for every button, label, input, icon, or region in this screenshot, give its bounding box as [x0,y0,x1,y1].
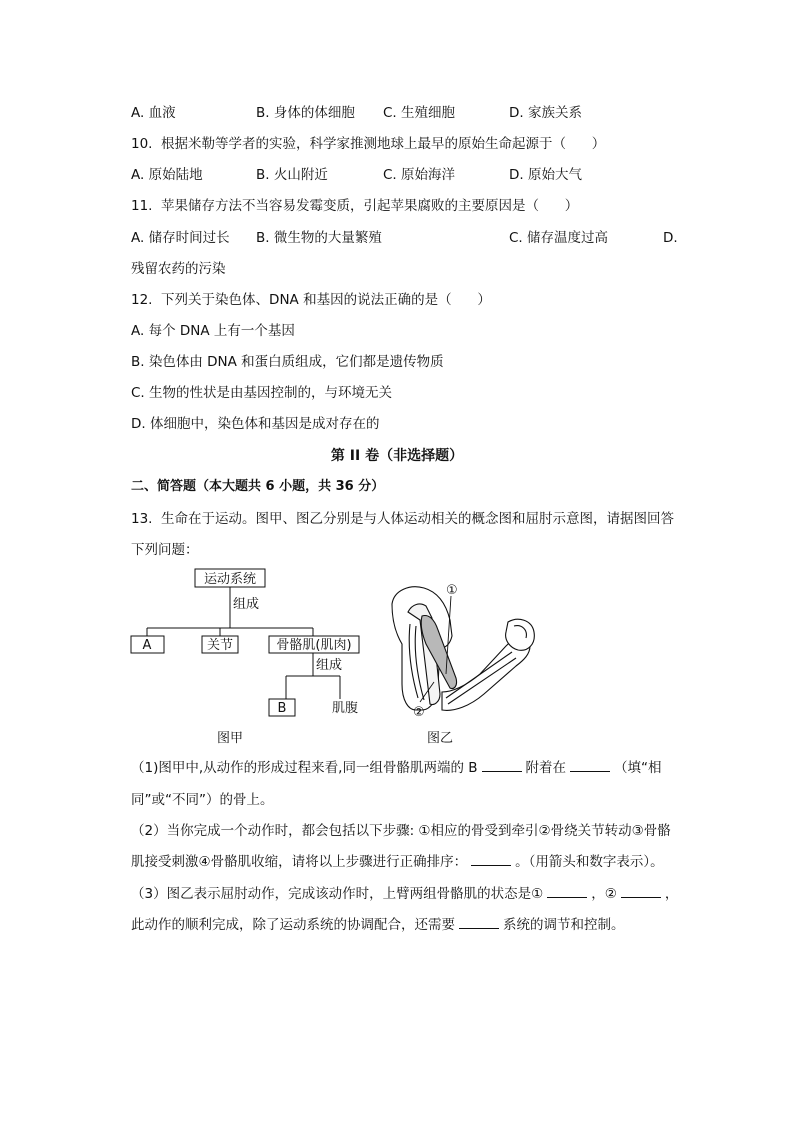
q11-option-a: A. 储存时间过长 [131,230,230,246]
figure-a-rel1: 组成 [233,597,260,612]
q11-stem: 11. 苹果储存方法不当容易发霉变质，引起苹果腐败的主要原因是（ ） [131,198,579,214]
figure-a-rel2: 组成 [316,658,343,673]
q13-sub3-text-e: 系统的调节和控制。 [503,917,625,933]
q11-option-d-text: 残留农药的污染 [131,261,226,277]
q13-sub3-text-b: ，② [591,886,617,902]
answer-blank-1[interactable] [482,759,522,772]
figure-a-root: 运动系统 [203,572,257,587]
q10-option-a: A. 原始陆地 [131,167,203,183]
figure-a-concept-map [126,566,366,746]
answer-blank-5[interactable] [621,885,661,898]
figure-a-child-muscle: 骨骼肌(肌肉) [276,638,352,653]
q13-sub1-text-c: （填“相 [614,760,662,776]
q11-option-d: D. [663,230,678,246]
figure-b-label-1: ① [446,583,458,598]
q10-stem: 10. 根据米勒等学者的实验，科学家推测地球上最早的原始生命起源于（ ） [131,136,606,152]
q13-sub3-line2 [131,915,625,935]
q13-stem-line2: 下列问题： [131,542,199,558]
q13-sub2-text-b: 肌接受刺激④骨骼肌收缩，请将以上步骤进行正确排序： [131,854,468,870]
q13-sub3-line1 [131,884,678,904]
q13-stem-line1: 13. 生命在于运动。图甲、图乙分别是与人体运动相关的概念图和屈肘示意图，请据图回答 [131,511,675,527]
figure-a-child-a: A [142,638,152,653]
q13-sub2-line2 [131,852,664,872]
figure-b-elbow-diagram [380,574,540,746]
q13-sub3-text-d: 此动作的顺利完成，除了运动系统的协调配合，还需要 [131,917,455,933]
q13-sub3-text-c: ， [664,886,679,902]
q11-option-b: B. 微生物的大量繁殖 [256,230,382,246]
figure-b-label-2: ② [413,705,425,720]
answer-blank-4[interactable] [547,885,587,898]
q10-option-b: B. 火山附近 [256,167,328,183]
hand-outline [506,619,535,650]
answer-blank-6[interactable] [459,916,499,929]
q9-option-c: C. 生殖细胞 [383,105,456,121]
q12-stem: 12. 下列关于染色体、DNA 和基因的说法正确的是（ ） [131,292,491,308]
q9-option-b: B. 身体的体细胞 [256,105,355,121]
q10-option-d: D. 原始大气 [509,167,582,183]
q13-sub1-line1 [131,758,662,778]
q12-option-c: C. 生物的性状是由基因控制的，与环境无关 [131,385,393,401]
q13-sub3-text-a: （3）图乙表示屈肘动作，完成该动作时，上臂两组骨骼肌的状态是① [131,886,544,902]
q11-option-c: C. 储存温度过高 [509,230,609,246]
q13-sub1-line2: 同”或“不同”）的骨上。 [131,792,274,808]
figure-a-child-belly: 肌腹 [332,701,359,716]
q12-option-d: D. 体细胞中，染色体和基因是成对存在的 [131,416,380,432]
q13-sub2-text-c: 。（用箭头和数字表示）。 [515,854,664,870]
figure-a-caption: 图甲 [216,731,244,746]
q12-option-a: A. 每个 DNA 上有一个基因 [131,323,295,339]
figure-b-caption: 图乙 [426,731,454,746]
q13-sub1-text-a: （1)图甲中,从动作的形成过程来看,同一组骨骼肌两端的 B [131,760,478,776]
answer-blank-3[interactable] [471,853,511,866]
q13-sub1-text-b: 附着在 [525,760,566,776]
figure-a-child-b: B [277,701,287,716]
q9-option-a: A. 血液 [131,105,176,121]
answer-blank-2[interactable] [570,759,610,772]
section-heading: 二、简答题（本大题共 6 小题，共 36 分） [131,479,385,494]
q9-option-d: D. 家族关系 [509,105,582,121]
section-title: 第 II 卷（非选择题） [330,448,464,464]
q12-option-b: B. 染色体由 DNA 和蛋白质组成，它们都是遗传物质 [131,354,444,370]
figure-a-child-joint: 关节 [206,638,234,653]
q13-sub2-line1: （2）当你完成一个动作时，都会包括以下步骤: ①相应的骨受到牵引②骨绕关节转动③骨骼 [131,823,671,839]
q10-option-c: C. 原始海洋 [383,167,456,183]
